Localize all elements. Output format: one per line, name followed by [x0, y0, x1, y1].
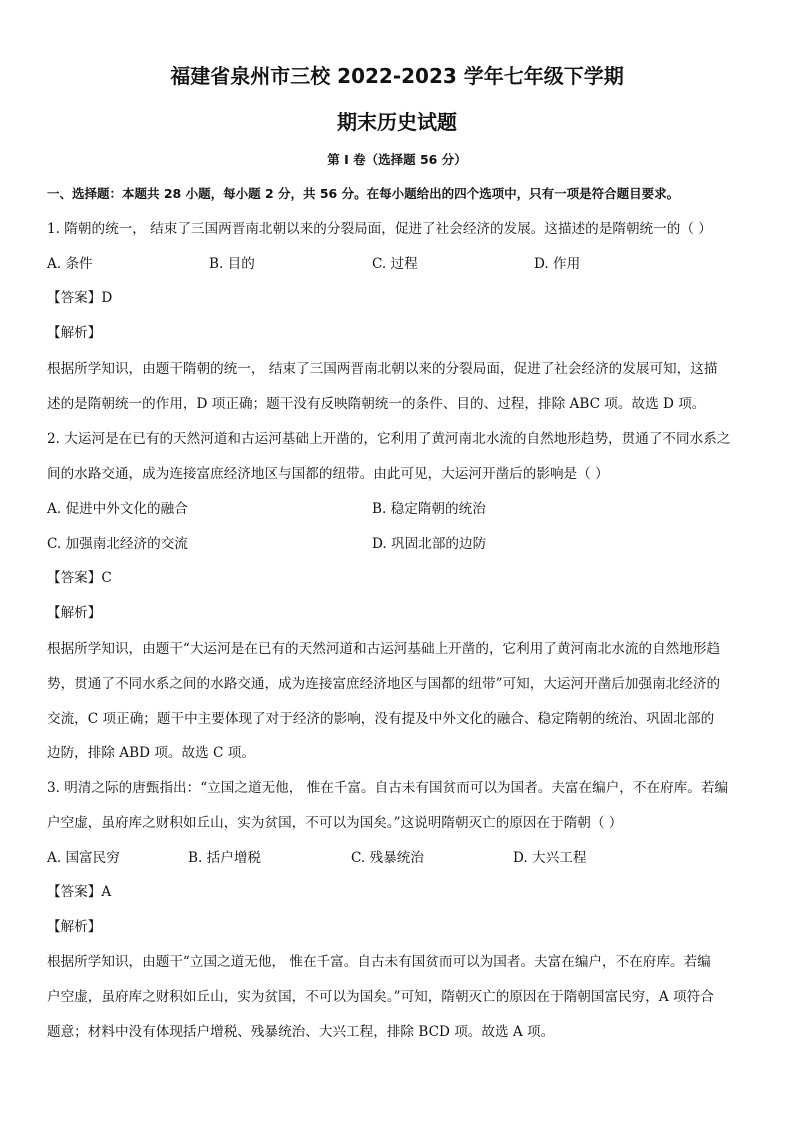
question-2-stem-line2: 间的水路交通，成为连接富庶经济地区与国都的纽带。由此可见，大运河开凿后的影响是（ ）: [47, 466, 609, 482]
question-3-option-c: C. 残暴统治: [351, 850, 424, 866]
question-2-option-a: A. 促进中外文化的融合: [47, 501, 188, 517]
question-3-analysis-line3: 题意；材料中没有体现括户增税、残暴统治、大兴工程，排除 BCD 项。故选 A 项。: [47, 1024, 555, 1040]
section-instructions: 一、选择题：本题共 28 小题，每小题 2 分，共 56 分。在每小题给出的四个选项中，只有一项是符合题目要求。: [47, 186, 680, 201]
question-2-stem-line1: 2. 大运河是在已有的天然河道和古运河基础上开凿的，它利用了黄河南北水流的自然地形趋势，贯通了不同水系之: [47, 431, 731, 447]
question-1-analysis-line2: 述的是隋朝统一的作用，D 项正确；题干没有反映隋朝统一的条件、目的、过程，排除 ABC 项。故选 D 项。: [47, 396, 706, 412]
question-3-stem-line1: 3. 明清之际的唐甄指出：“立国之道无他， 惟在千富。自古未有国贫而可以为国者。夫富在编户，不在府库。若编: [47, 780, 729, 796]
question-2-answer: [47, 568, 112, 588]
answer-value: A: [101, 884, 112, 900]
question-2-analysis-line4: 边防，排除 ABD 项。故选 C 项。: [47, 745, 255, 761]
question-2-analysis-line2: 势，贯通了不同水系之间的水路交通，成为连接富庶经济地区与国都的纽带”可知，大运河开凿后加强南北经济的: [47, 676, 721, 692]
question-2-analysis-line1: 根据所学知识，由题干“大运河是在已有的天然河道和古运河基础上开凿的，它利用了黄河南北水流的自然地形趋: [47, 641, 721, 657]
exam-title-line2: 期末历史试题: [337, 110, 457, 134]
answer-value: C: [101, 570, 112, 586]
question-1-option-d: D. 作用: [534, 256, 581, 272]
question-1-answer: [47, 288, 112, 308]
question-3-stem-line2: 户空虚，虽府库之财积如丘山，实为贫国，不可以为国矣。”这说明隋朝灭亡的原因在于隋朝（ ）: [47, 815, 623, 831]
question-1-analysis-line1: 根据所学知识，由题干隋朝的统一， 结束了三国两晋南北朝以来的分裂局面，促进了社会经济的发展可知，这描: [47, 361, 718, 377]
question-2-option-d: D. 巩固北部的边防: [372, 536, 487, 552]
exam-title-line1: 福建省泉州市三校 2022-2023 学年七年级下学期: [170, 64, 624, 88]
question-1-option-a: A. 条件: [47, 256, 93, 272]
question-3-option-b: B. 括户增税: [188, 850, 262, 866]
question-2-analysis-tag: 【解析】: [47, 605, 102, 621]
question-3-option-a: A. 国富民穷: [47, 850, 120, 866]
question-1-analysis-tag: 【解析】: [47, 325, 102, 341]
question-3-analysis-line2: 户空虚，虽府库之财积如丘山，实为贫国，不可以为国矣。”可知，隋朝灭亡的原因在于隋朝国富民穷，A 项符合: [47, 989, 714, 1005]
question-1-option-c: C. 过程: [372, 256, 418, 272]
question-3-option-d: D. 大兴工程: [513, 850, 587, 866]
answer-tag: 【答案】: [47, 570, 102, 586]
question-2-option-b: B. 稳定隋朝的统治: [372, 501, 486, 517]
question-3-analysis-line1: 根据所学知识，由题干“立国之道无他， 惟在千富。自古未有国贫而可以为国者。夫富在编户，不在府库。若编: [47, 954, 711, 970]
question-2-analysis-line3: 交流，C 项正确；题干中主要体现了对于经济的影响，没有提及中外文化的融合、稳定隋朝的统治、巩固北部的: [47, 711, 715, 727]
volume-heading: 第 I 卷（选择题 56 分）: [327, 152, 467, 167]
question-2-option-c: C. 加强南北经济的交流: [47, 536, 188, 552]
answer-value: D: [101, 290, 113, 306]
question-3-analysis-tag: 【解析】: [47, 919, 102, 935]
question-1-stem-line1: 1. 隋朝的统一， 结束了三国两晋南北朝以来的分裂局面，促进了社会经济的发展。这描述的是隋朝统一的（ ）: [47, 221, 712, 237]
question-1-option-b: B. 目的: [209, 256, 255, 272]
answer-tag: 【答案】: [47, 884, 102, 900]
question-3-answer: [47, 882, 111, 902]
answer-tag: 【答案】: [47, 290, 102, 306]
